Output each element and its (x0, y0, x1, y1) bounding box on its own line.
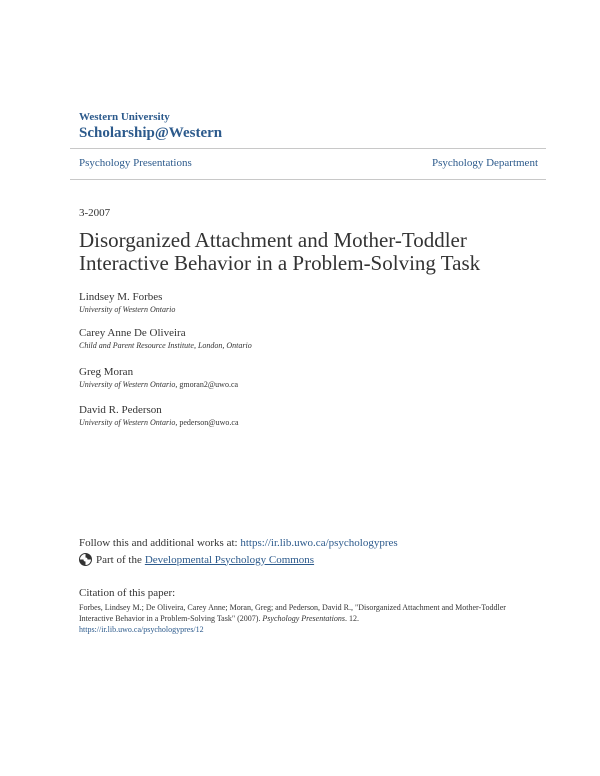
author-affiliation (79, 304, 175, 315)
affiliation-text: Child and Parent Resource Institute, London, Ontario (79, 341, 252, 350)
header-divider-bottom (70, 179, 546, 180)
part-of-label: Part of the (96, 553, 142, 566)
repository-name[interactable]: Scholarship@Western (79, 125, 223, 141)
author-block (79, 403, 239, 428)
follow-url-link[interactable]: https://ir.lib.uwo.ca/psychologypres (240, 537, 398, 549)
author-name: David R. Pederson (79, 404, 162, 416)
citation-number: . 12. (344, 614, 359, 623)
publication-date: 3-2007 (79, 207, 111, 219)
author-affiliation (79, 417, 239, 428)
author-name: Greg Moran (79, 366, 134, 378)
author-block (79, 290, 175, 315)
author-email: , gmoran2@uwo.ca (175, 380, 239, 389)
author-block (79, 326, 252, 351)
author-name: Lindsey M. Forbes (79, 291, 163, 303)
citation-text (79, 602, 529, 635)
header-divider-top (70, 148, 546, 149)
part-of-line (79, 553, 314, 566)
author-block (79, 365, 238, 390)
author-name: Carey Anne De Oliveira (79, 327, 186, 339)
commons-link[interactable]: Developmental Psychology Commons (144, 553, 315, 566)
citation-heading: Citation of this paper: (79, 587, 176, 599)
affiliation-text: University of Western Ontario (79, 305, 176, 314)
citation-url-link[interactable]: https://ir.lib.uwo.ca/psychologypres/12 (79, 625, 204, 634)
repository-header (79, 111, 222, 142)
affiliation-text: University of Western Ontario (79, 418, 176, 427)
follow-line (79, 537, 398, 549)
series-link-presentations[interactable]: Psychology Presentations (79, 157, 192, 169)
author-affiliation (79, 340, 252, 351)
university-name: Western University (79, 111, 170, 123)
citation-series: Psychology Presentations (262, 614, 345, 623)
commons-icon (79, 553, 92, 566)
author-email: , pederson@uwo.ca (175, 418, 239, 427)
citation-body: Forbes, Lindsey M.; De Oliveira, Carey Anne; Moran, Greg; and Pederson, David R., "Disorganized Attachment and Mother-Toddler Interactive Behavior in a Problem-Solving Task" (2007). (79, 603, 506, 623)
paper-title: Disorganized Attachment and Mother-Toddler Interactive Behavior in a Problem-Solving Task (79, 228, 481, 275)
author-affiliation (79, 379, 238, 390)
follow-label: Follow this and additional works at: (79, 537, 241, 549)
affiliation-text: University of Western Ontario (79, 380, 176, 389)
series-link-department[interactable]: Psychology Department (431, 157, 538, 169)
